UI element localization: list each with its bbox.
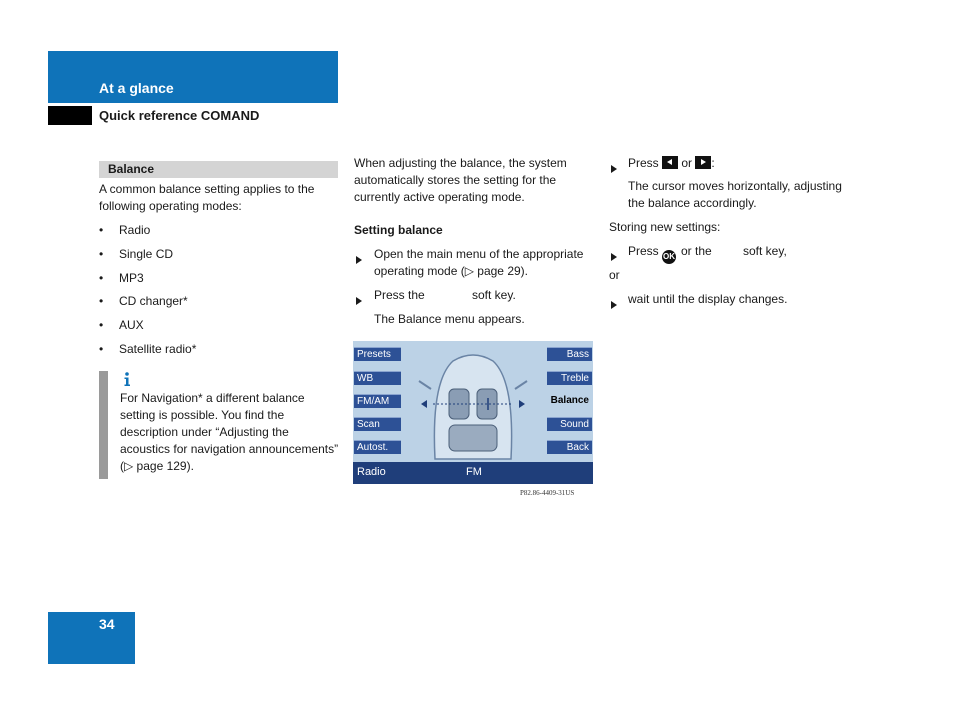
list-item: • Single CD: [99, 247, 174, 261]
balance-menu-display: [353, 341, 593, 484]
header-tab-marker: [48, 106, 92, 125]
treble-softkey[interactable]: Treble: [547, 371, 592, 385]
sound-softkey[interactable]: Sound: [547, 417, 592, 431]
cursor-moves-text: The cursor moves horizontally, adjusting the balance accordingly.: [628, 179, 842, 210]
or-text: or: [609, 268, 620, 282]
list-item: • AUX: [99, 318, 144, 332]
step-arrow-icon: [611, 160, 617, 178]
step-open-main-menu: Open the main menu of the appropriate operating mode (▷ page 29).: [374, 247, 584, 278]
autostore-softkey[interactable]: Autost.: [354, 440, 401, 454]
header-band: [48, 51, 338, 103]
section-title: At a glance: [99, 80, 174, 96]
balance-softkey-selected[interactable]: Balance: [550, 395, 589, 406]
step-press-softkey-a: Press the: [374, 288, 425, 302]
step-arrow-icon: [356, 292, 362, 310]
info-icon: [120, 371, 134, 387]
scan-softkey[interactable]: Scan: [354, 417, 401, 431]
step-arrow-icon: [611, 248, 617, 266]
step-press-ok-a: Press: [628, 244, 659, 258]
balance-auto-store-text: When adjusting the balance, the system automatically stores the setting for the currently active operating mode.: [354, 156, 567, 204]
display-status-bar: [353, 462, 593, 484]
wait-display-changes: wait until the display changes.: [628, 292, 788, 306]
page-number: 34: [99, 616, 115, 632]
list-item: • MP3: [99, 271, 144, 285]
balance-menu-appears: The Balance menu appears.: [374, 312, 525, 326]
ok-button-icon: OK: [662, 244, 676, 264]
info-note-bar: [99, 371, 108, 479]
step-press-ok-b: or the: [681, 244, 712, 258]
step-press-arrow-keys: Press or :: [628, 156, 715, 170]
left-arrow-key-icon: [662, 156, 678, 169]
fm-am-softkey[interactable]: FM/AM: [354, 394, 401, 408]
figure-caption: P82.86-4409-31US: [520, 489, 575, 497]
back-softkey[interactable]: Back: [547, 440, 592, 454]
page-number-box: [48, 612, 135, 664]
setting-balance-heading: Setting balance: [354, 223, 443, 237]
balance-intro: A common balance setting applies to the following operating modes:: [99, 182, 315, 213]
subsection-title: Quick reference COMAND: [99, 108, 260, 123]
status-band: FM: [466, 466, 482, 478]
presets-softkey[interactable]: Presets: [354, 347, 401, 361]
list-item: • CD changer*: [99, 294, 188, 308]
wb-softkey[interactable]: WB: [354, 371, 401, 385]
list-item: • Radio: [99, 223, 151, 237]
status-source: Radio: [357, 466, 386, 478]
step-arrow-icon: [611, 296, 617, 314]
storing-new-settings: Storing new settings:: [609, 220, 721, 234]
bass-softkey[interactable]: Bass: [547, 347, 592, 361]
step-press-ok-c: soft key,: [743, 244, 787, 258]
balance-section-title: Balance: [108, 162, 155, 176]
list-item: • Satellite radio*: [99, 342, 197, 356]
step-press-softkey-b: soft key.: [472, 288, 516, 302]
step-arrow-icon: [356, 251, 362, 269]
mode-list: [99, 222, 196, 365]
right-arrow-key-icon: [695, 156, 711, 169]
info-note-text: For Navigation* a different balance setting is possible. You find the description under “Adjusting the acoustics for navigation announcements” (▷ page 129).: [120, 391, 339, 473]
